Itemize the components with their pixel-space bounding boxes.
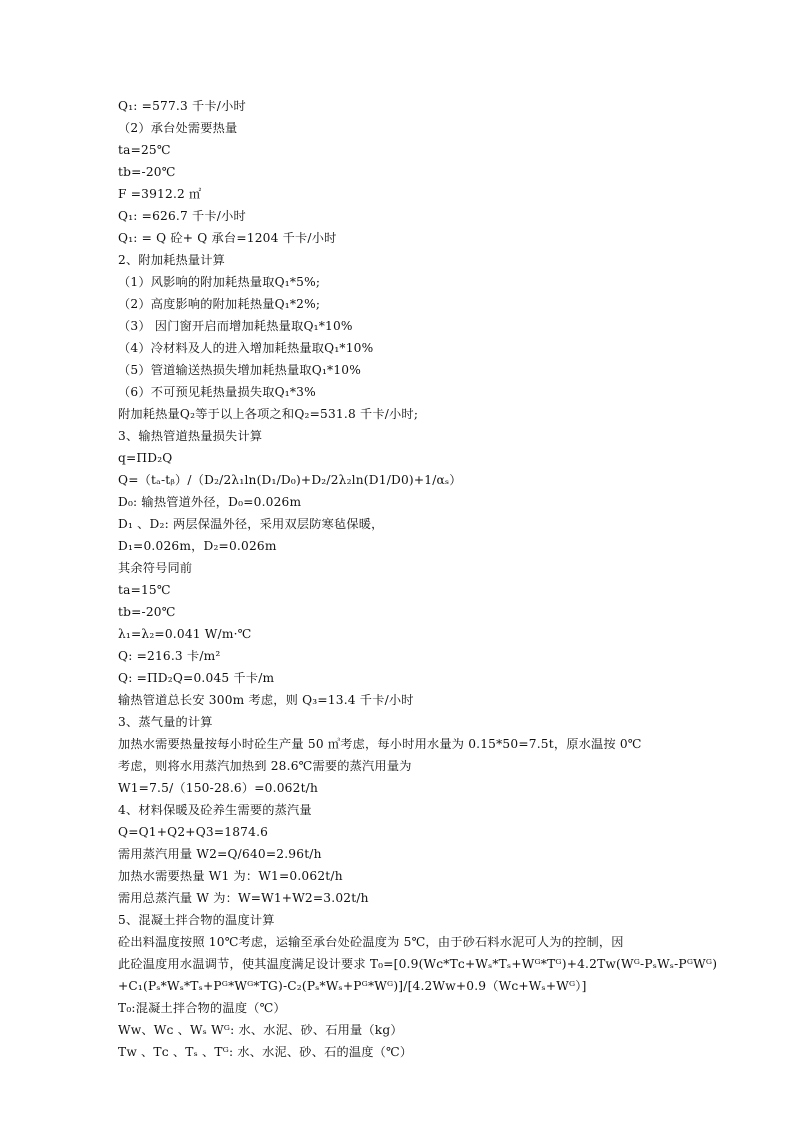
text-line: Q₁: =626.7 千卡/小时 bbox=[118, 209, 246, 223]
text-line: （2）承台处需要热量 bbox=[118, 121, 238, 135]
section-heading: 5、混凝土拌合物的温度计算 bbox=[118, 913, 275, 927]
text-line: 加热水需要热量 W1 为：W1=0.062t/h bbox=[118, 869, 343, 883]
text-line: F =3912.2 ㎡ bbox=[118, 187, 202, 201]
text-line: 输热管道总长安 300m 考虑，则 Q₃=13.4 千卡/小时 bbox=[118, 693, 414, 707]
section-heading: 3、蒸气量的计算 bbox=[118, 715, 213, 729]
text-line: （5）管道输送热损失增加耗热量取Q₁*10% bbox=[118, 363, 362, 377]
text-line: 砼出料温度按照 10℃考虑，运输至承台处砼温度为 5℃，由于砂石料水泥可人为的控制，因 bbox=[118, 935, 624, 949]
text-line: 需用蒸汽用量 W2=Q/640=2.96t/h bbox=[118, 847, 322, 861]
text-line: T₀:混凝土拌合物的温度（℃） bbox=[118, 1001, 286, 1015]
text-line: D₁ 、D₂: 两层保温外径，采用双层防寒毡保暖， bbox=[118, 517, 384, 531]
section-heading: 2、附加耗热量计算 bbox=[118, 253, 226, 267]
text-line: D₀: 输热管道外径，D₀=0.026m bbox=[118, 495, 302, 509]
formula-line: +C₁(Pₛ*Wₛ*Tₛ+Pᴳ*Wᴳ*TG)-C₂(Pₛ*Wₛ+Pᴳ*Wᴳ)]/[4.2Wᴡ+0.9（Wᴄ+Wₛ+Wᴳ）] bbox=[118, 979, 587, 993]
text-line: 附加耗热量Q₂等于以上各项之和Q₂=531.8 千卡/小时; bbox=[118, 407, 419, 421]
text-line: tb=-20℃ bbox=[118, 165, 176, 179]
formula-line: Q: =ΠD₂Q=0.045 千卡/m bbox=[118, 671, 275, 685]
text-line: Wᴡ、Wᴄ 、Wₛ Wᴳ: 水、水泥、砂、石用量（kg） bbox=[118, 1023, 403, 1037]
text-line: （4）冷材料及人的进入增加耗热量取Q₁*10% bbox=[118, 341, 374, 355]
text-line: Tᴡ 、Tᴄ 、Tₛ 、Tᴳ: 水、水泥、砂、石的温度（℃） bbox=[118, 1045, 413, 1059]
text-line: 需用总蒸汽量 W 为：W=W1+W2=3.02t/h bbox=[118, 891, 369, 905]
text-line: ta=25℃ bbox=[118, 143, 171, 157]
text-line: （2）高度影响的附加耗热量Q₁*2%; bbox=[118, 297, 321, 311]
text-line: （3） 因门窗开启而增加耗热量取Q₁*10% bbox=[118, 319, 353, 333]
text-line: λ₁=λ₂=0.041 W/m·℃ bbox=[118, 627, 252, 641]
formula-line: Q=Q1+Q2+Q3=1874.6 bbox=[118, 825, 269, 839]
text-line: tb=-20℃ bbox=[118, 605, 176, 619]
text-line: （6）不可预见耗热量损失取Q₁*3% bbox=[118, 385, 316, 399]
formula-line: Q=（tₐ-tᵦ）/（D₂/2λ₁ln(D₁/D₀)+D₂/2λ₂ln(D1/D0)+1/αₛ） bbox=[118, 473, 462, 487]
section-heading: 4、材料保暖及砼养生需要的蒸汽量 bbox=[118, 803, 312, 817]
text-line: 此砼温度用水温调节，使其温度满足设计要求 T₀=[0.9(Wᴄ*Tᴄ+Wₛ*Tₛ+Wᴳ*Tᴳ)+4.2Tᴡ(Wᴳ-PₛWₛ-PᴳWᴳ) bbox=[118, 957, 718, 971]
text-line: D₁=0.026m，D₂=0.026m bbox=[118, 539, 277, 553]
text-line: Q: =216.3 卡/m² bbox=[118, 649, 221, 663]
formula-line: q=ΠD₂Q bbox=[118, 451, 173, 465]
section-heading: 3、输热管道热量损失计算 bbox=[118, 429, 263, 443]
text-line: ta=15℃ bbox=[118, 583, 171, 597]
formula-line: W1=7.5/（150-28.6）=0.062t/h bbox=[118, 781, 319, 795]
text-line: 考虑，则将水用蒸汽加热到 28.6℃需要的蒸汽用量为 bbox=[118, 759, 412, 773]
text-line: 加热水需要热量按每小时砼生产量 50 ㎥考虑，每小时用水量为 0.15*50=7.5t，原水温按 0℃ bbox=[118, 737, 642, 751]
text-line: （1）风影响的附加耗热量取Q₁*5%; bbox=[118, 275, 321, 289]
text-line: 其余符号同前 bbox=[118, 561, 193, 575]
document-body bbox=[118, 95, 718, 1063]
text-line: Q₁: =577.3 千卡/小时 bbox=[118, 99, 246, 113]
text-line: Q₁: = Q 砼+ Q 承台=1204 千卡/小时 bbox=[118, 231, 337, 245]
